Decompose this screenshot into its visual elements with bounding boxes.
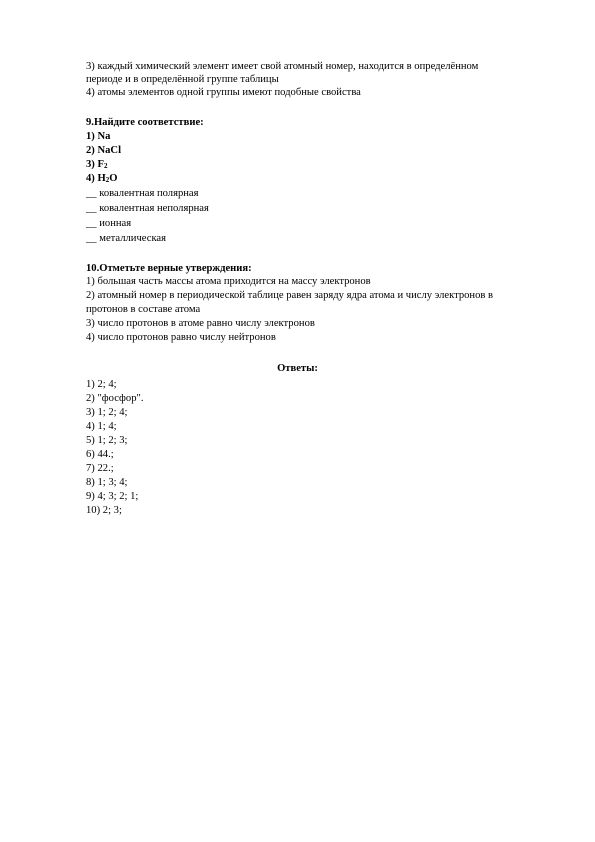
- q9-blank-2: __ ковалентная неполярная: [86, 203, 209, 214]
- q10-option-3: 3) число протонов в атоме равно числу электронов: [86, 318, 315, 329]
- q9-item-subscript: 2: [105, 176, 110, 184]
- answer-item: 9) 4; 3; 2; 1;: [86, 491, 139, 502]
- q9-item-formula: F: [97, 159, 104, 170]
- answer-item: 8) 1; 3; 4;: [86, 477, 128, 488]
- q10-option-4: 4) число протонов равно числу нейтронов: [86, 332, 276, 343]
- q9-blank-3: __ ионная: [86, 218, 132, 229]
- q9-item-prefix: 3): [86, 159, 98, 170]
- q9-item-4: [86, 172, 117, 185]
- answer-item: 4) 1; 4;: [86, 421, 117, 432]
- answer-item: 10) 2; 3;: [86, 505, 122, 516]
- q9-item-2: [86, 144, 121, 157]
- answer-item: 2) "фосфор".: [86, 393, 144, 404]
- q10-option-1: 1) большая часть массы атома приходится на массу электронов: [86, 276, 371, 287]
- q9-item-formula: H: [97, 173, 106, 184]
- answer-item: 7) 22.;: [86, 463, 114, 474]
- q9-item-formula: Na: [97, 131, 111, 142]
- q8-option-3-line-1: 3) каждый химический элемент имеет свой атомный номер, находится в определённом: [86, 61, 479, 72]
- q10-option-2-line-1: 2) атомный номер в периодической таблице равен заряду ядра атома и числу электронов в: [86, 290, 494, 301]
- q9-item-formula-tail: O: [109, 173, 118, 184]
- q9-item-prefix: 1): [86, 131, 98, 142]
- answer-item: 6) 44.;: [86, 449, 114, 460]
- answer-item: 5) 1; 2; 3;: [86, 435, 128, 446]
- q9-title: 9.Найдите соответствие:: [86, 117, 204, 128]
- answer-item: 1) 2; 4;: [86, 379, 117, 390]
- q9-blank-1: __ ковалентная полярная: [86, 188, 199, 199]
- answers-title: Ответы:: [277, 363, 318, 374]
- q9-item-1: [86, 130, 110, 143]
- q9-item-formula: NaCl: [97, 145, 122, 156]
- q9-item-3: [86, 158, 107, 171]
- q9-item-subscript: 2: [103, 162, 108, 170]
- q10-option-2-line-2: протонов в составе атома: [86, 304, 201, 315]
- q9-item-prefix: 2): [86, 145, 98, 156]
- q9-blank-4: __ металлическая: [86, 233, 167, 244]
- q10-title: 10.Отметьте верные утверждения:: [86, 263, 252, 274]
- q8-option-3-line-2: периоде и в определённой группе таблицы: [86, 74, 279, 85]
- q8-option-4: 4) атомы элементов одной группы имеют подобные свойства: [86, 87, 361, 98]
- answer-item: 3) 1; 2; 4;: [86, 407, 128, 418]
- q9-item-prefix: 4): [86, 173, 98, 184]
